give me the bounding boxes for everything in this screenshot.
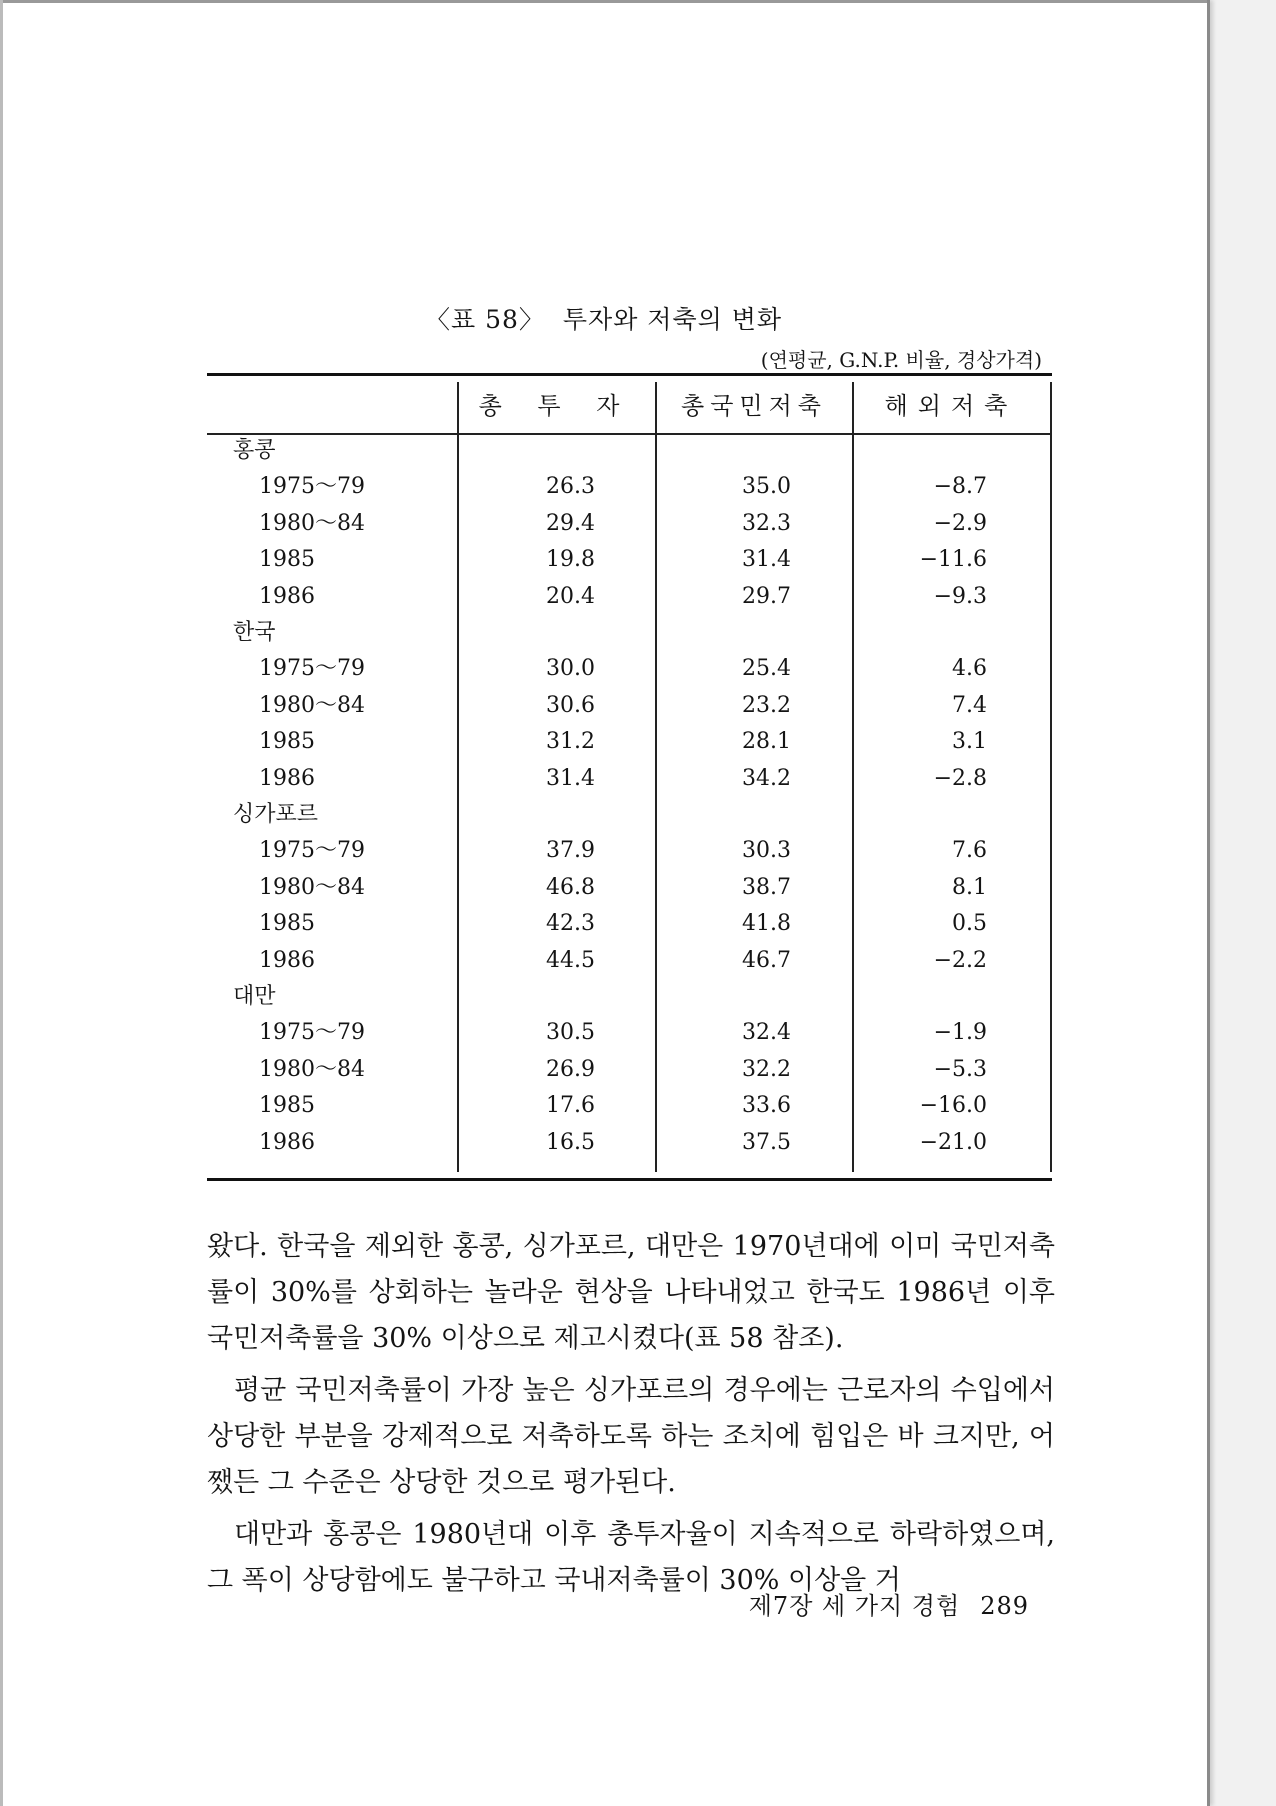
table-row — [207, 472, 1052, 502]
national-savings-cell: 32.2 — [742, 1056, 791, 1082]
group-row — [207, 800, 1052, 830]
foreign-savings-cell: 0.5 — [952, 911, 987, 937]
table-row — [207, 764, 1052, 794]
period-label: 1975～79 — [259, 838, 365, 864]
table-row — [207, 727, 1052, 757]
total-investment-cell: 42.3 — [546, 911, 595, 937]
period-label: 1975～79 — [259, 656, 365, 682]
period-label: 1986 — [259, 947, 315, 973]
table-row — [207, 509, 1052, 539]
total-investment-cell: 31.4 — [546, 765, 595, 791]
table-row — [207, 946, 1052, 976]
national-savings-cell: 29.7 — [742, 583, 791, 609]
table-caption-title: 투자와 저축의 변화 — [562, 305, 783, 334]
period-label: 1986 — [259, 765, 315, 791]
table-unit-note: (연평균, G.N.P. 비율, 경상가격) — [760, 348, 1042, 372]
period-label: 1975～79 — [259, 1020, 365, 1046]
group-row — [207, 436, 1052, 466]
page-footer — [749, 1586, 1029, 1621]
page-left-edge — [0, 0, 3, 1806]
table-row — [207, 1128, 1052, 1158]
national-savings-cell: 32.3 — [742, 510, 791, 536]
period-label: 1986 — [259, 583, 315, 609]
national-savings-cell: 41.8 — [742, 911, 791, 937]
national-savings-cell: 32.4 — [742, 1020, 791, 1046]
period-label: 1986 — [259, 1129, 315, 1155]
foreign-savings-cell: 7.6 — [952, 838, 987, 864]
page-top-edge — [0, 0, 1207, 3]
foreign-savings-cell: 7.4 — [952, 692, 987, 718]
national-savings-cell: 23.2 — [742, 692, 791, 718]
total-investment-cell: 46.8 — [546, 874, 595, 900]
foreign-savings-cell: −1.9 — [933, 1020, 987, 1046]
national-savings-cell: 34.2 — [742, 765, 791, 791]
table-row — [207, 836, 1052, 866]
foreign-savings-cell: 8.1 — [952, 874, 987, 900]
total-investment-cell: 30.5 — [546, 1020, 595, 1046]
table-caption-number: 〈표 58〉 — [424, 305, 545, 334]
national-savings-cell: 33.6 — [742, 1093, 791, 1119]
foreign-savings-cell: −21.0 — [919, 1129, 987, 1155]
period-label: 1980～84 — [259, 874, 365, 900]
national-savings-cell: 35.0 — [742, 474, 791, 500]
foreign-savings-cell: −16.0 — [919, 1093, 987, 1119]
total-investment-cell: 20.4 — [546, 583, 595, 609]
period-label: 1985 — [259, 911, 315, 937]
table-row — [207, 1091, 1052, 1121]
period-label: 1975～79 — [259, 474, 365, 500]
foreign-savings-cell: −2.8 — [933, 765, 987, 791]
period-label: 1980～84 — [259, 1056, 365, 1082]
total-investment-cell: 31.2 — [546, 729, 595, 755]
period-label: 1985 — [259, 1093, 315, 1119]
body-text — [207, 1224, 1055, 1610]
total-investment-cell: 37.9 — [546, 838, 595, 864]
foreign-savings-cell: 4.6 — [952, 656, 987, 682]
total-investment-cell: 30.6 — [546, 692, 595, 718]
period-label: 1980～84 — [259, 692, 365, 718]
total-investment-cell: 17.6 — [546, 1093, 595, 1119]
paragraph: 왔다. 한국을 제외한 홍콩, 싱가포르, 대만은 1970년대에 이미 국민저축률이 30%를 상회하는 놀라운 현상을 나타내었고 한국도 1986년 이후 국민저축률을 30% 이상으로 제고시켰다(표 58 참조). — [207, 1231, 1055, 1354]
national-savings-cell: 38.7 — [742, 874, 791, 900]
foreign-savings-cell: −2.2 — [933, 947, 987, 973]
foreign-savings-cell: −2.9 — [933, 510, 987, 536]
period-label: 1985 — [259, 547, 315, 573]
total-investment-cell: 16.5 — [546, 1129, 595, 1155]
national-savings-cell: 25.4 — [742, 656, 791, 682]
header-divider — [207, 433, 1052, 435]
total-investment-cell: 29.4 — [546, 510, 595, 536]
paragraph: 대만과 홍콩은 1980년대 이후 총투자율이 지속적으로 하락하였으며, 그 폭이 상당함에도 불구하고 국내저축률이 30% 이상을 거 — [207, 1519, 1055, 1596]
table-row — [207, 545, 1052, 575]
table-row — [207, 691, 1052, 721]
foreign-savings-cell: −11.6 — [919, 547, 987, 573]
national-savings-cell: 46.7 — [742, 947, 791, 973]
table-row — [207, 582, 1052, 612]
paragraph: 평균 국민저축률이 가장 높은 싱가포르의 경우에는 근로자의 수입에서 상당한 부분을 강제적으로 저축하도록 하는 조치에 힘입은 바 크지만, 어쨌든 그 수준은 상당한 것으로 평가된다. — [207, 1375, 1055, 1498]
page-number: 289 — [980, 1592, 1029, 1620]
group-label: 싱가포르 — [233, 802, 319, 827]
table-caption — [0, 300, 1207, 336]
total-investment-cell: 30.0 — [546, 656, 595, 682]
table-row — [207, 1055, 1052, 1085]
foreign-savings-cell: −8.7 — [933, 474, 987, 500]
group-label: 홍콩 — [233, 438, 276, 463]
savings-investment-table — [207, 373, 1052, 1181]
chapter-title: 제7장 세 가지 경험 — [748, 1592, 961, 1620]
total-investment-cell: 19.8 — [546, 547, 595, 573]
group-label: 한국 — [233, 620, 276, 645]
total-investment-cell: 44.5 — [546, 947, 595, 973]
total-investment-cell: 26.9 — [546, 1056, 595, 1082]
table-row — [207, 1018, 1052, 1048]
column-header-foreign-savings: 해외저축 — [884, 392, 1018, 420]
foreign-savings-cell: −9.3 — [933, 583, 987, 609]
group-label: 대만 — [233, 984, 276, 1009]
table-row — [207, 873, 1052, 903]
column-header-total-investment: 총 투 자 — [478, 392, 634, 420]
column-header-national-savings: 총국민저축 — [681, 392, 827, 420]
table-row — [207, 654, 1052, 684]
national-savings-cell: 30.3 — [742, 838, 791, 864]
table-row — [207, 909, 1052, 939]
national-savings-cell: 31.4 — [742, 547, 791, 573]
group-row — [207, 618, 1052, 648]
foreign-savings-cell: 3.1 — [952, 729, 987, 755]
group-row — [207, 982, 1052, 1012]
national-savings-cell: 37.5 — [742, 1129, 791, 1155]
period-label: 1985 — [259, 729, 315, 755]
period-label: 1980～84 — [259, 510, 365, 536]
foreign-savings-cell: −5.3 — [933, 1056, 987, 1082]
total-investment-cell: 26.3 — [546, 474, 595, 500]
national-savings-cell: 28.1 — [742, 729, 791, 755]
